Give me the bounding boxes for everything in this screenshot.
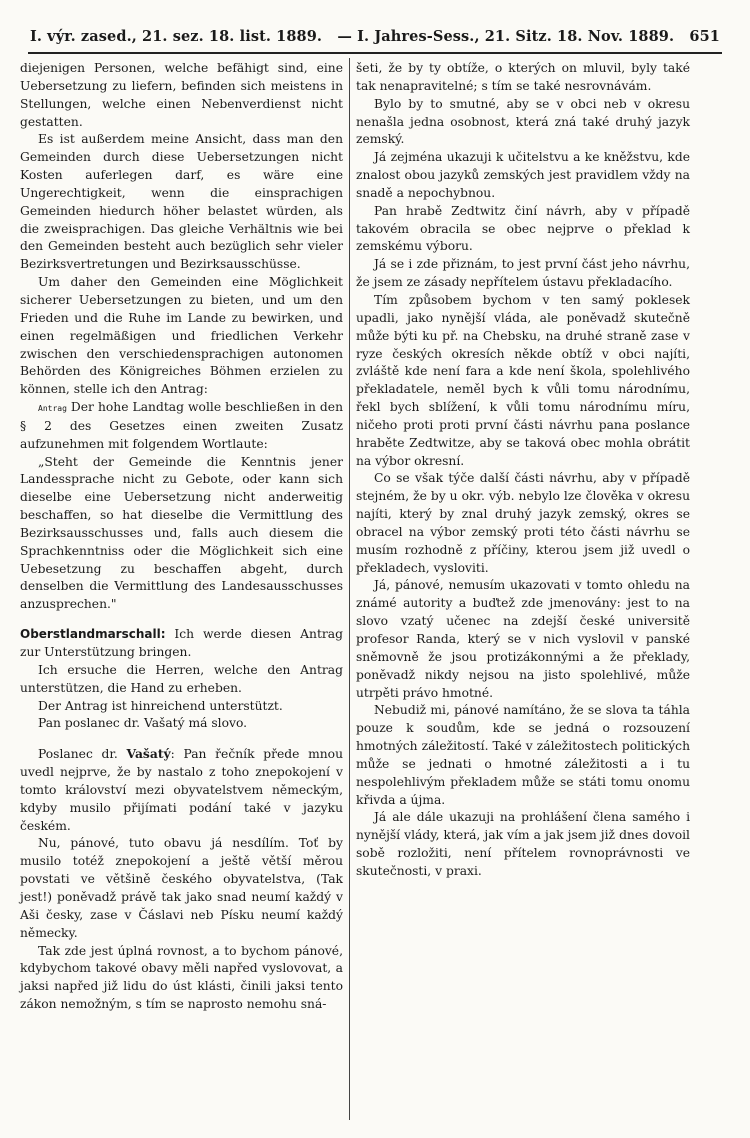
right-paragraph-7: Co se však týče další části návrhu, aby v případě stejném, že by u okr. výb. nebylo lze člověka v okresu najíti, který by znal druhý jazyk zemský, okres se obracel na výbor zemský proti této části návrhu se musím rozhodně z příčiny, kterou jsem již uvedl o překladech, vysloviti. <box>356 471 690 575</box>
header-left: I. výr. zased., 21. sez. 18. list. 1889. <box>30 28 323 45</box>
right-paragraph-4: Pan hrabě Zedtwitz činí návrh, aby v případě takovém obracila se obec nejprve o překlad k zemskému výboru. <box>356 203 690 254</box>
speaker-prefix: Poslanec dr. <box>38 747 127 762</box>
right-column <box>356 60 690 881</box>
right-paragraph-2: Bylo by to smutné, aby se v obci neb v okresu nenašla jedna osobnost, která zná také druhý jazyk zemský. <box>356 96 690 147</box>
margin-note: Antrag <box>38 404 67 414</box>
header-right: — I. Jahres-Sess., 21. Sitz. 18. Nov. 1889. <box>337 28 675 45</box>
speaker-text: Ich werde diesen Antrag zur Unterstützung bringen. <box>20 627 343 659</box>
speaker-name: Oberstlandmarschall: <box>20 627 166 642</box>
left-paragraph-3: Um daher den Gemeinden eine Möglichkeit sicherer Uebersetzungen zu bieten, und um den Frieden und die Ruhe im Lande zu bewirken, und einen regelmäßigen und friedlichen Verkehr zwischen den verschiedensprachigen autonomen Behörden des Königreiches Böhmen erzielen zu können, stelle ich den Antrag: <box>20 275 343 397</box>
column-divider <box>349 58 350 1120</box>
left-paragraph-6 <box>20 626 343 662</box>
left-paragraph-7: Ich ersuche die Herren, welche den Antrag unterstützen, die Hand zu erheben. <box>20 662 343 695</box>
right-paragraph-9: Nebudiž mi, pánové namítáno, že se slova ta táhla pouze k soudům, kde se jedná o rozsouzení hmotných záležitostí. Také v záležitostech politických může se jednati o hmotné záležitosti a i tu nespolehlivým překladem může se státi tomu onomu křivda a újma. <box>356 703 690 807</box>
left-paragraph-4 <box>20 399 343 454</box>
page-header <box>30 28 720 45</box>
left-paragraph-1: diejenigen Personen, welche befähigt sind, eine Uebersetzung zu liefern, befinden sich meistens in Stellungen, welche einen Nebenverdienst nicht gestatten. <box>20 61 343 129</box>
header-rule <box>28 52 722 54</box>
right-paragraph-8: Já, pánové, nemusím ukazovati v tomto ohledu na známé autority a buďtež zde jmenovány: jest to na slovo vzatý učenec na zdejší české universitě profesor Randa, který se v nich vyslovil v panské sněmovně že jsou protizákonnými a že překlady, poněvadž nikdy nejsou na jisto spolehlivé, může utrpěti právo hmotné. <box>356 578 690 700</box>
right-paragraph-10: Já ale dále ukazuji na prohlášení člena samého i nynější vlády, která, jak vím a jak jsem již dnes dovoil sobě rozložiti, není přítelem rovnoprávnosti ve skutečnosti, v praxi. <box>356 810 690 878</box>
right-paragraph-5: Já se i zde přiznám, to jest první část jeho návrhu, že jsem ze zásady nepřítelem ústavu překladacího. <box>356 257 690 290</box>
left-column <box>20 60 343 1014</box>
speaker-name: Vašatý <box>126 746 171 762</box>
right-paragraph-6: Tím způsobem bychom v ten samý poklesek upadli, jako nynější vláda, ale poněvadž skutečně může býti ku př. na Chebsku, na druhé straně zase v ryze českých okresích někde obtíž v obci najíti, zvláště kde není fara a kde není škola, spolehlivého překladatele, neměl bych k vůli tomu národnímu, řekl bych sblížení, k vůli tomu národnímu míru, ničeho proti proti první části návrhu pana poslance hraběte Zedtwitze, aby se taková obec mohla obrátit na výbor okresní. <box>356 292 690 468</box>
page-number: 651 <box>689 28 720 45</box>
left-paragraph-11: Nu, pánové, tuto obavu já nesdílím. Toť by musilo totéž znepokojení a ještě větší měrou povstati ve většině českého obyvatelstva, (Tak jest!) poněvadž právě tak jako snad neumí každý v Aši česky, zase v Čáslavi neb Písku neumí každý německy. <box>20 836 343 940</box>
motion-intro: Der hohe Landtag wolle beschließen in den § 2 des Gesetzes einen zweiten Zusatz aufzunehmen mit folgendem Wortlaute: <box>20 400 343 451</box>
left-paragraph-12: Tak zde jest úplná rovnost, a to bychom pánové, kdybychom takové obavy měli napřed vyslovovat, a jaksi napřed již lidu do úst klásti, činili jaksi tento zákon nemožným, s tím se naprosto nemohu sná- <box>20 943 343 1012</box>
left-paragraph-8: Der Antrag ist hinreichend unterstützt. <box>38 698 283 713</box>
left-paragraph-2: Es ist außerdem meine Ansicht, dass man den Gemeinden durch diese Uebersetzungen nicht Kosten auferlegen darf, es wäre eine Ungerechtigkeit, wenn die einsprachigen Gemeinden hiedurch höher belastet würden, als die zweisprachigen. Das gleiche Verhältnis wie bei den Gemeinden besteht auch bezüglich sehr vieler Bezirksvertretungen und Bezirksausschüsse. <box>20 132 343 272</box>
speaker-text: : Pan řečník přede mnou uvedl nejprve, že by nastalo z toho znepokojení v tomto království mezi obyvatelstvem německým, kdyby musilo přijímati podání také v jazyku českém. <box>20 747 343 833</box>
left-paragraph-9: Pan poslanec dr. Vašatý má slovo. <box>38 716 248 731</box>
left-paragraph-10 <box>20 745 343 835</box>
left-paragraph-5: „Steht der Gemeinde die Kenntnis jener Landessprache nicht zu Gebote, oder kann sich dieselbe eine Uebersetzung nicht anderweitig beschaffen, so hat dieselbe die Vermittlung des Bezirksausschusses und, falls auch diesem die Sprachkenntniss oder die Möglichkeit sich eine Uebesetzung zu beschaffen abgeht, durch denselben die Vermittlung des Landesausschusses anzusprechen." <box>20 454 343 612</box>
right-paragraph-1: šeti, že by ty obtíže, o kterých on mluvil, byly také tak nenapravitelné; s tím se také nesrovnávám. <box>356 61 690 93</box>
right-paragraph-3: Já zejména ukazuji k učitelstvu a ke kněžstvu, kde znalost obou jazyků zemských jest pravidlem vždy na snadě a nepochybnou. <box>356 150 690 200</box>
